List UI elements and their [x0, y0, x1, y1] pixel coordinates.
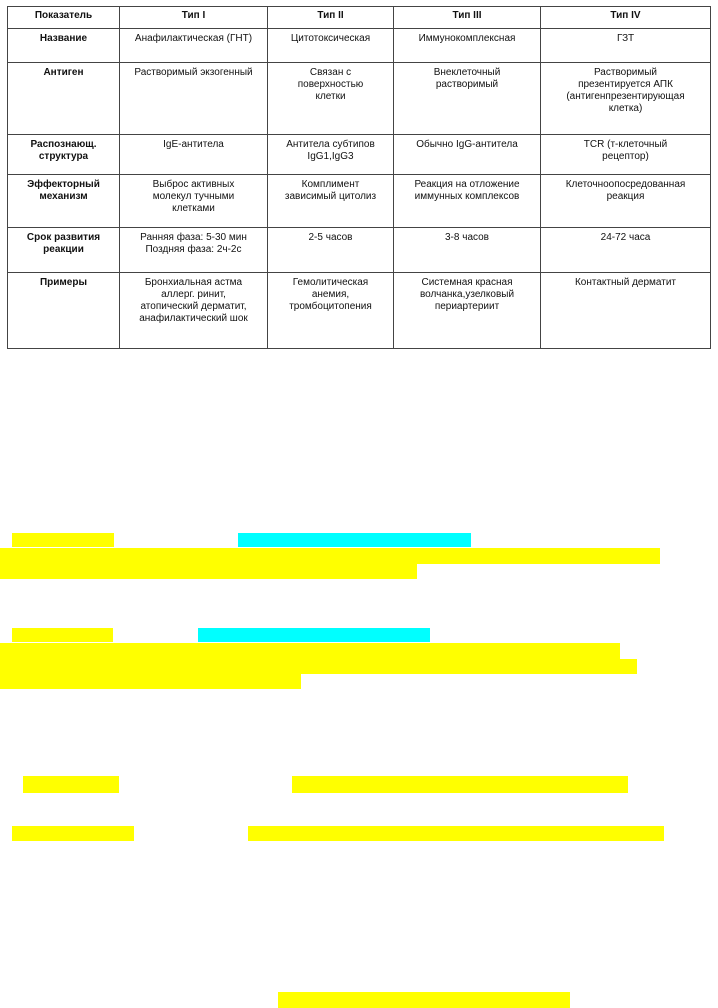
table-header-row — [8, 7, 711, 29]
table-cell: Связан с поверхностью клетки — [268, 63, 394, 135]
table-cell: Антитела субтипов IgG1,IgG3 — [268, 135, 394, 175]
highlight-bar — [0, 674, 301, 689]
row-label: Распознающ. структура — [8, 135, 120, 175]
table-cell: Бронхиальная астма аллерг. ринит, атопический дерматит, анафилактический шок — [120, 273, 268, 349]
hypersensitivity-types-table — [7, 6, 711, 349]
row-label: Эффекторный механизм — [8, 175, 120, 228]
table-row — [8, 63, 711, 135]
table-cell: Растворимый презентируется АПК (антигенпрезентирующая клетка) — [541, 63, 711, 135]
table-cell: TCR (т-клеточный рецептор) — [541, 135, 711, 175]
table-cell: Растворимый экзогенный — [120, 63, 268, 135]
header-cell: Тип I — [120, 7, 268, 29]
table-cell: Клеточноопосредованная реакция — [541, 175, 711, 228]
highlight-bar — [238, 533, 471, 547]
highlight-bar — [278, 992, 570, 1008]
table-row — [8, 29, 711, 63]
table-cell: Иммунокомплексная — [394, 29, 541, 63]
highlight-bar — [198, 628, 430, 642]
table-row — [8, 175, 711, 228]
row-label: Примеры — [8, 273, 120, 349]
header-cell: Тип II — [268, 7, 394, 29]
highlight-bar — [292, 776, 628, 793]
table-cell: 24-72 часа — [541, 228, 711, 273]
highlight-bar — [12, 628, 113, 642]
table-cell: IgE-антитела — [120, 135, 268, 175]
table-cell: Ранняя фаза: 5-30 мин Поздняя фаза: 2ч-2с — [120, 228, 268, 273]
header-cell: Показатель — [8, 7, 120, 29]
header-cell: Тип IV — [541, 7, 711, 29]
table-cell: Реакция на отложение иммунных комплексов — [394, 175, 541, 228]
table-row — [8, 135, 711, 175]
highlight-bar — [0, 659, 637, 674]
table-cell: 2-5 часов — [268, 228, 394, 273]
highlight-bar — [12, 533, 114, 547]
table-row — [8, 228, 711, 273]
table-cell: Цитотоксическая — [268, 29, 394, 63]
header-cell: Тип III — [394, 7, 541, 29]
row-label: Антиген — [8, 63, 120, 135]
table-cell: Выброс активных молекул тучными клетками — [120, 175, 268, 228]
highlight-bar — [0, 564, 417, 579]
row-label: Название — [8, 29, 120, 63]
table-cell: Анафилактическая (ГНТ) — [120, 29, 268, 63]
table-cell: Контактный дерматит — [541, 273, 711, 349]
table-cell: ГЗТ — [541, 29, 711, 63]
table-cell: Системная красная волчанка,узелковый периартериит — [394, 273, 541, 349]
row-label: Срок развития реакции — [8, 228, 120, 273]
highlight-bar — [12, 826, 134, 841]
table-row — [8, 273, 711, 349]
table-cell: Комплимент зависимый цитолиз — [268, 175, 394, 228]
highlight-bar — [0, 548, 660, 564]
table-cell: Внеклеточный растворимый — [394, 63, 541, 135]
highlight-bar — [23, 776, 119, 793]
table-cell: Гемолитическая анемия, тромбоцитопения — [268, 273, 394, 349]
highlight-bar — [0, 643, 620, 659]
table-cell: 3-8 часов — [394, 228, 541, 273]
highlight-bar — [248, 826, 664, 841]
table-cell: Обычно IgG-антитела — [394, 135, 541, 175]
